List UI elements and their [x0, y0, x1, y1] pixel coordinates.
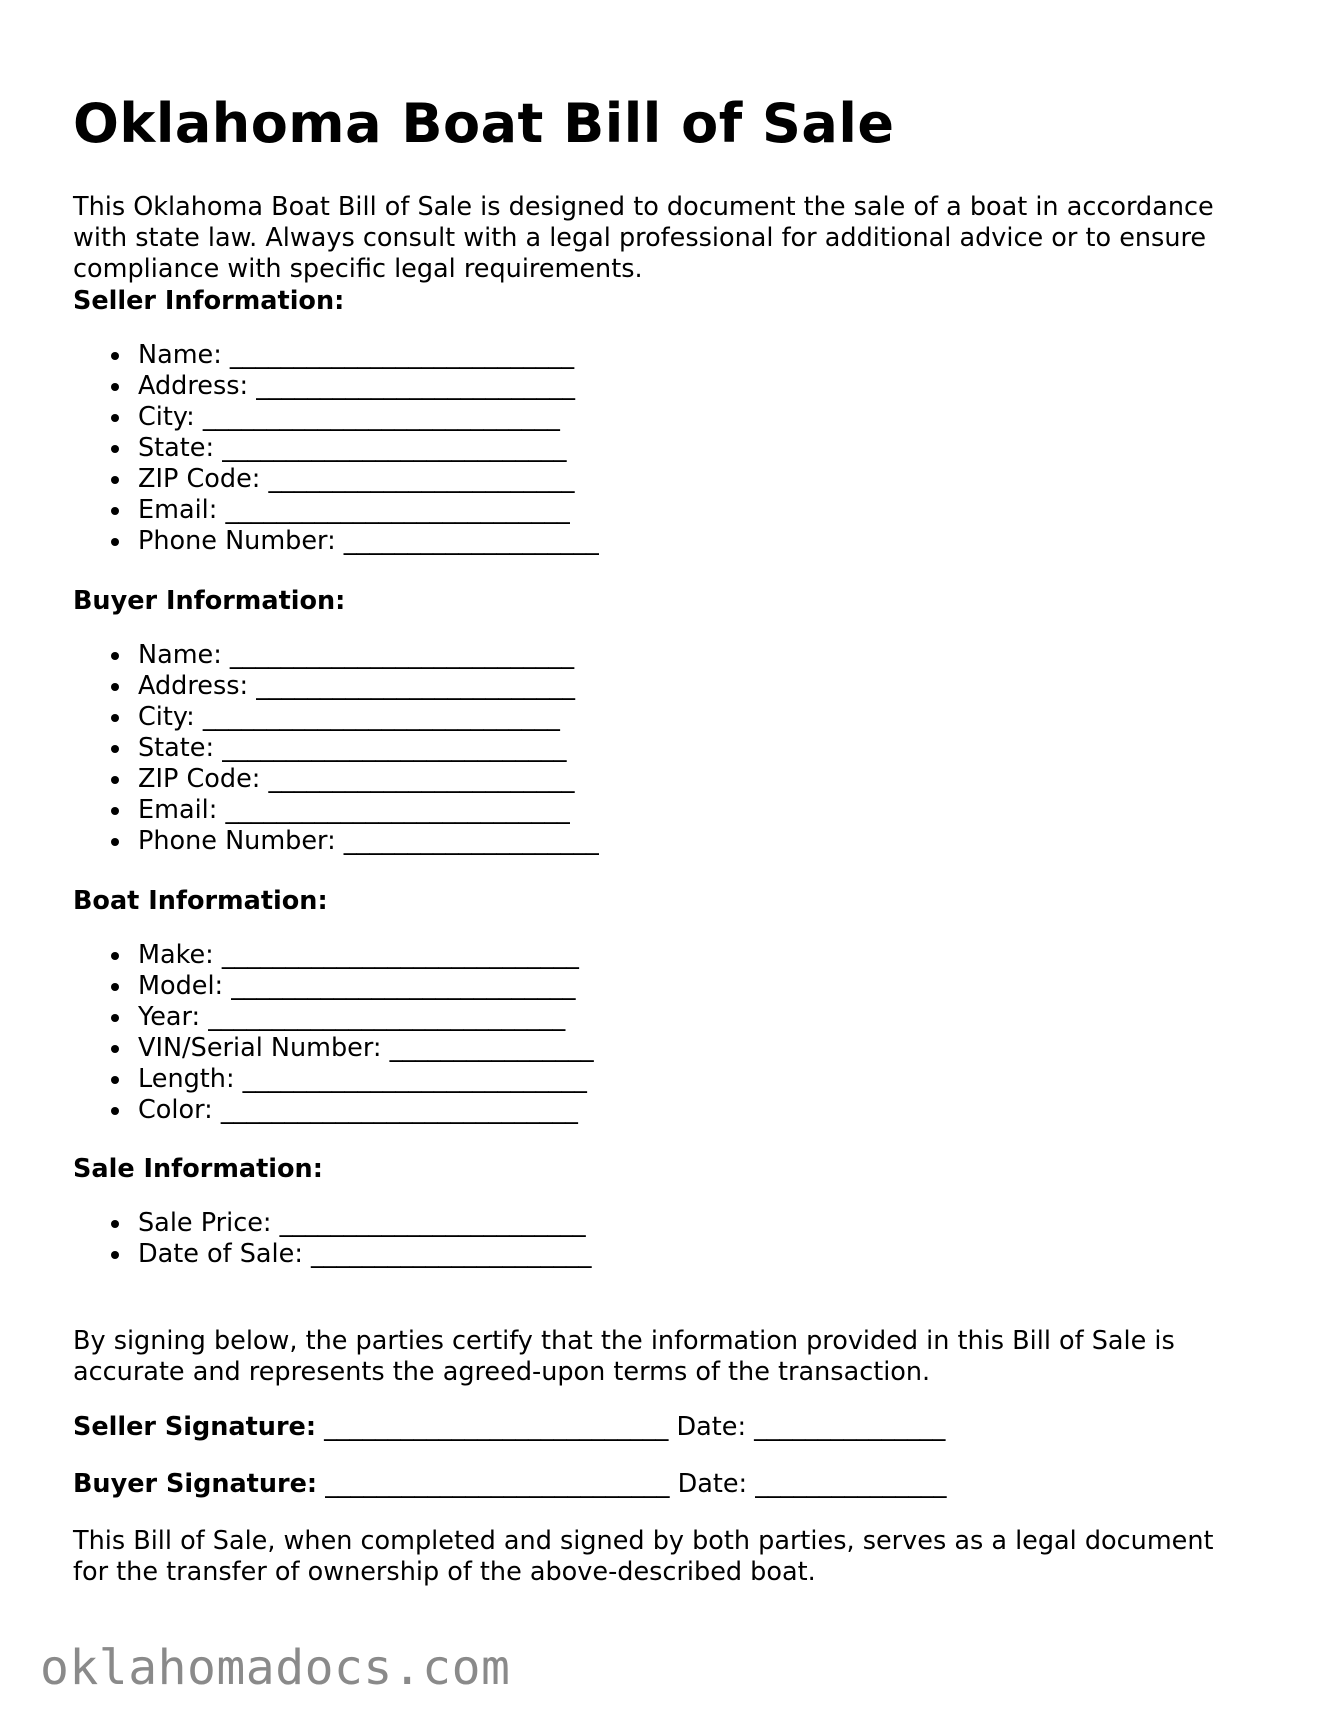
seller-signature-blank: ___________________________ — [316, 1412, 677, 1442]
sale-section-heading: Sale Information: — [73, 1154, 323, 1184]
seller-signature-label: Seller Signature: — [73, 1412, 317, 1442]
intro-paragraph: This Oklahoma Boat Bill of Sale is designed to document the sale of a boat in accordance with state law. Always consult with a legal professional for additional advice or to ensure compliance with specific legal requirements. — [73, 192, 1214, 284]
boat-make-field: Make: ____________________________ — [138, 940, 594, 971]
seller-signature-line — [73, 1412, 945, 1443]
seller-city-field: City: ____________________________ — [138, 402, 599, 433]
buyer-signature-date: Date: _______________ — [677, 1469, 947, 1499]
seller-name-field: Name: ___________________________ — [138, 340, 599, 371]
sale-date-field: Date of Sale: ______________________ — [138, 1239, 592, 1269]
buyer-email-field: Email: ___________________________ — [138, 795, 599, 826]
document-title: Oklahoma Boat Bill of Sale — [73, 92, 895, 155]
boat-length-field: Length: ___________________________ — [138, 1064, 594, 1095]
certification-paragraph: By signing below, the parties certify that the information provided in this Bill of Sale is accurate and represents the agreed-upon terms of the transaction. — [73, 1326, 1175, 1387]
sale-price-field: Sale Price: ________________________ — [138, 1208, 592, 1239]
boat-model-field: Model: ___________________________ — [138, 971, 594, 1002]
seller-email-field: Email: ___________________________ — [138, 495, 599, 526]
buyer-signature-blank: ___________________________ — [317, 1469, 678, 1499]
boat-color-field: Color: ____________________________ — [138, 1095, 594, 1126]
buyer-phone-field: Phone Number: ____________________ — [138, 826, 599, 856]
buyer-address-field: Address: _________________________ — [138, 671, 599, 702]
seller-section-heading: Seller Information: — [73, 286, 345, 316]
seller-fields-list — [73, 340, 599, 557]
buyer-fields-list — [73, 640, 599, 857]
buyer-signature-label: Buyer Signature: — [73, 1469, 318, 1499]
closing-paragraph: This Bill of Sale, when completed and signed by both parties, serves as a legal document for the transfer of ownership of the above-described boat. — [73, 1526, 1214, 1587]
buyer-section-heading: Buyer Information: — [73, 586, 346, 616]
buyer-city-field: City: ____________________________ — [138, 702, 599, 733]
seller-address-field: Address: _________________________ — [138, 371, 599, 402]
buyer-zip-field: ZIP Code: ________________________ — [138, 764, 599, 795]
boat-section-heading: Boat Information: — [73, 886, 328, 916]
boat-year-field: Year: ____________________________ — [138, 1002, 594, 1033]
seller-state-field: State: ___________________________ — [138, 433, 599, 464]
boat-vin-field: VIN/Serial Number: ________________ — [138, 1033, 594, 1063]
watermark-text: oklahomadocs.com — [40, 1640, 511, 1696]
seller-signature-date: Date: _______________ — [676, 1412, 946, 1442]
buyer-state-field: State: ___________________________ — [138, 733, 599, 764]
buyer-signature-line — [73, 1469, 946, 1500]
buyer-name-field: Name: ___________________________ — [138, 640, 599, 671]
boat-fields-list — [73, 940, 594, 1126]
seller-phone-field: Phone Number: ____________________ — [138, 526, 599, 556]
sale-fields-list — [73, 1208, 592, 1270]
seller-zip-field: ZIP Code: ________________________ — [138, 464, 599, 495]
